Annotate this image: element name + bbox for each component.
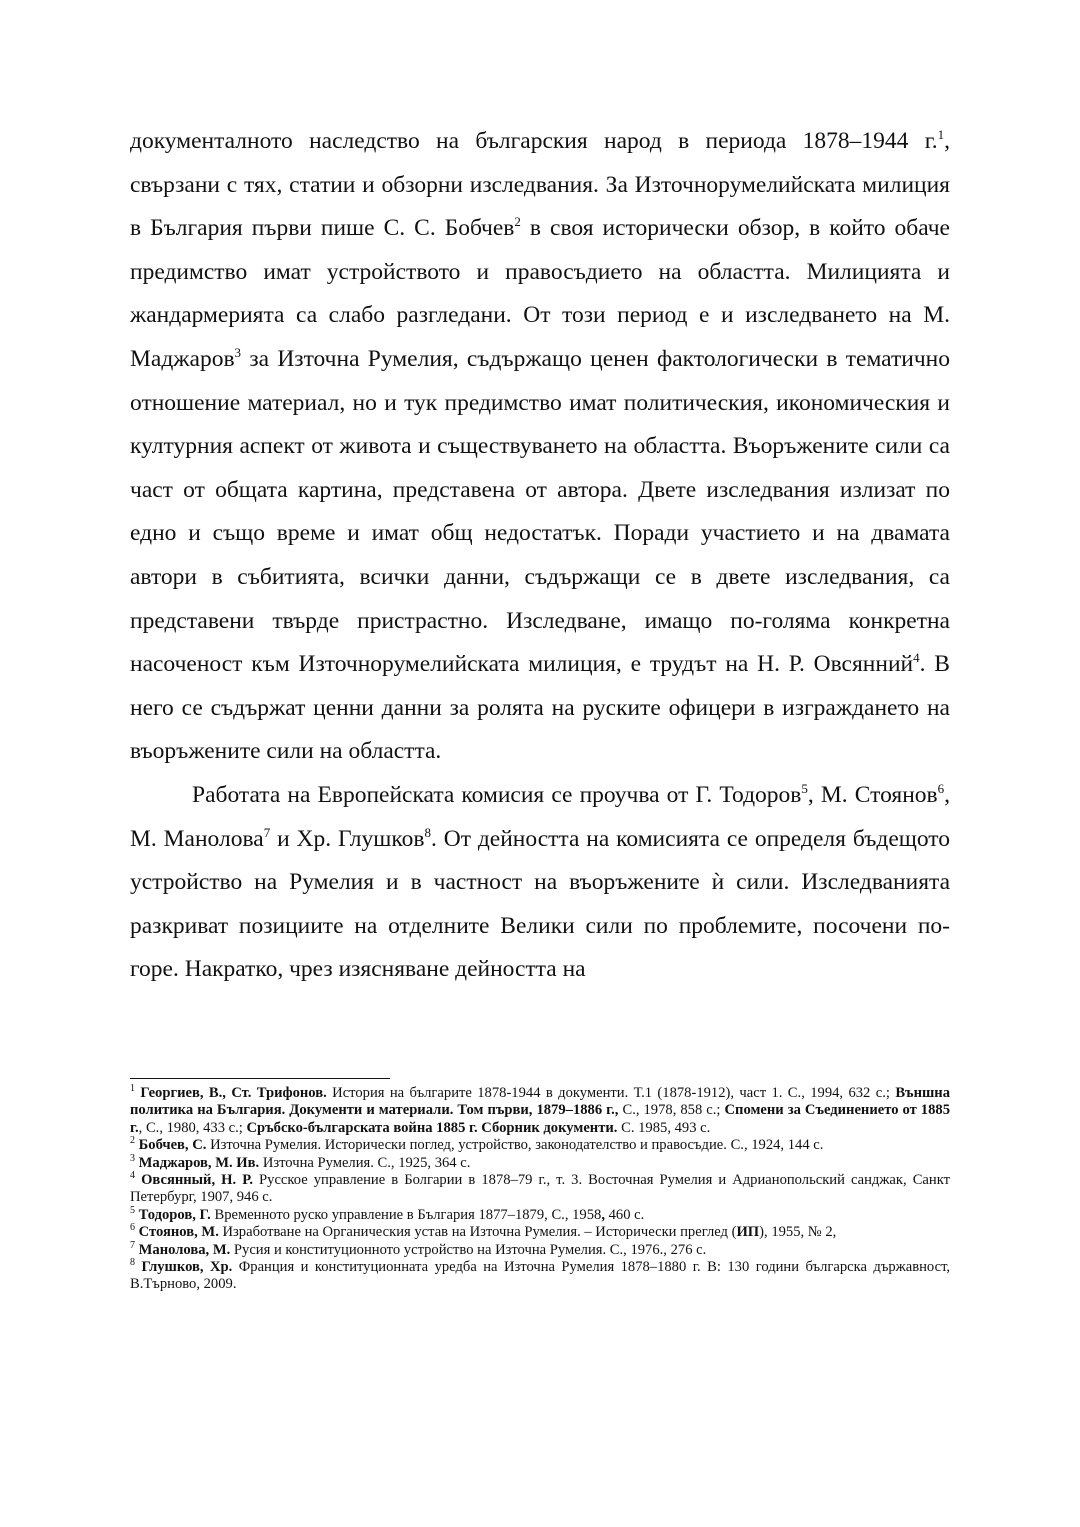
footnote-2: $^2$ Бобчев, С. Източна Румелия. Исторически поглед, устройство, законодателство и правосъдие. С., 1924, 144 с. (130, 1135, 824, 1154)
body-text (130, 120, 950, 992)
footnote-ref-6[interactable]: 6 (937, 781, 945, 797)
footnote-ref-3[interactable]: 3 (234, 345, 242, 361)
footnote-1: $^1$ Георгиев, В., Ст. Трифонов. История на българите 1878-1944 в документи. Т.1 (1878-1912), част 1. С., 1994, 632 с.; Външна политика на България. Документи и материали. Том първи, 1879–1886 г., С., 1978, 858 с.; Спомени за Съединението от 1885 г., С., 1980, 433 с.; Сръбско-българската война 1885 г. Сборник документи. С. 1985, 493 с. (130, 1083, 951, 1136)
paragraph-2: Работата на Европейската комисия се проучва от Г. Тодоров$^5$, М. Стоянов$^6$, М. Манолова$^7$ и Хр. Глушков$^8$. От дейността на комисията се определя бъдещото устройство на Румелия и в частност на въоръжените ѝ сили. Изследванията разкриват позициите на отделните Велики сили по проблемите, посочени по-горе. Накратко, чрез изясняване дейността на (130, 781, 950, 983)
footnote-ref-5[interactable]: 5 (801, 781, 808, 797)
footnote-4: $^4$ Овсянный, Н. Р. Русское управление в Болгарии в 1878–79 г., т. 3. Восточная Румелия и Адрианопольский санджак, Санкт Петербург, 1907, 946 с. (130, 1170, 950, 1206)
footnote-separator (130, 1078, 390, 1079)
footnote-ref-4[interactable]: 4 (913, 650, 920, 666)
footnote-ref-8[interactable]: 8 (424, 824, 431, 840)
footnote-ref-7[interactable]: 7 (263, 824, 271, 840)
footnote-ref-1[interactable]: 1 (937, 127, 945, 143)
footnote-7: $^7$ Манолова, М. Русия и конституционното устройство на Източна Румелия. С., 1976., 276 с. (130, 1239, 707, 1258)
paragraph-1: документалното наследство на българския народ в периода 1878–1944 г.$^1$, свързани с тях, статии и обзорни изследвания. За Източнорумелийската милиция в България първи пише С. С. Бобчев$^2$ в своя исторически обзор, в който обаче предимство имат устройството и правосъдието на областта. Милицията и жандармерията са слабо разгледани. От този период е и изследването на М. Маджаров$^3$ за Източна Румелия, съдържащо ценен фактологически в тематично отношение материал, но и тук предимство имат политическия, икономическия и културния аспект от живота и съществуването на областта. Въоръжените сили са част от общата картина, представена от автора. Двете изследвания излизат по едно и също време и имат общ недостатък. Поради участието и на двамата автори в събитията, всички данни, съдържащи се в двете изследвания, са представени твърде пристрастно. Изследване, имащо по-голяма конкретна насоченост към Източнорумелийската милиция, е трудът на Н. Р. Овсянний$^4$. В него се съдържат ценни данни за ролята на руските офицери в изграждането на въоръжените сили на областта. (130, 127, 950, 765)
footnote-6: $^6$ Стоянов, М. Изработване на Органическия устав на Източна Румелия. – Исторически преглед (ИП), 1955, № 2, (130, 1222, 837, 1241)
footnote-3: $^3$ Маджаров, М. Ив. Източна Румелия. С., 1925, 364 с. (130, 1152, 471, 1171)
footnote-5: $^5$ Тодоров, Г. Временното руско управление в България 1877–1879, С., 1958, 460 с. (130, 1204, 645, 1223)
footnote-8: $^8$ Глушков, Хр. Франция и конституционната уредба на Източна Румелия 1878–1880 г. В: 130 години българска държавност, В.Търново, 2009. (130, 1257, 950, 1293)
footnotes (130, 1085, 950, 1294)
footnote-ref-2[interactable]: 2 (514, 214, 521, 230)
